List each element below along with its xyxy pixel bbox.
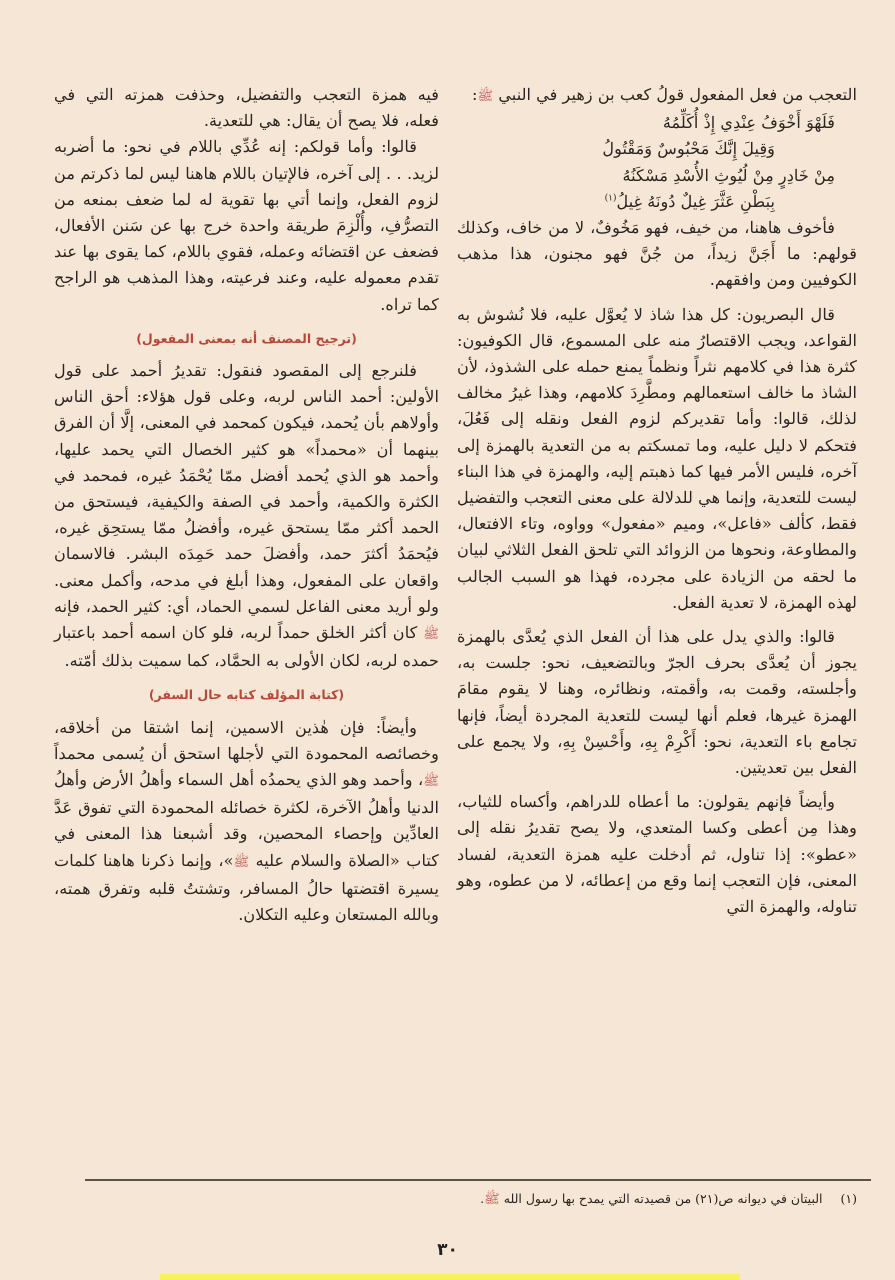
paragraph-text: فلنرجع إلى المقصود فنقول: تقديرُ أحمد على قول الأولين: أحمد الناس لربه، وعلى قول هؤلاء: أحق الناس وأولاهم بأن يُحمد، فيكون كمحمد في المعنى، إلَّا أن الفرق بينهما أن «محمداً» هو كثير الخصال التي يحمد عليها، وأحمد هو الذي يُحمد أفضل ممّا يُحْمَدُ غيره، فمحمد في الكثرة والكمية، وأحمد في الصفة والكيفية، فيستحق من الحمد أكثر ممّا يستحق غيره، وأفضلُ ممّا يستحِق غيره، فيُحمَدُ أكثرَ حمد، وأفضلَ حمد حَمِدَه البشر. فالاسمان واقعان على المفعول، وهذا أبلغ في مدحه، وأكمل معنى. ولو أريد معنى الفاعل لسمي الحماد، أي: كثير الحمد، فإنه [54, 361, 439, 616]
body-paragraph [54, 358, 439, 674]
verse-line-2: وَقِيلَ إِنَّكَ مَحْبُوسٌ وَمَقْتُولُ [602, 139, 775, 159]
footnote-number: (١) [840, 1191, 857, 1206]
left-column [54, 82, 439, 928]
salla-symbol-icon: ﷺ [233, 854, 250, 870]
salla-symbol-icon: ﷺ [484, 1192, 500, 1207]
footnote-marker[interactable]: (١) [604, 193, 617, 204]
paragraph-text: »، وإنما ذكرنا هاهنا كلمات يسيرة اقتضتها حالُ المسافر، وتشتتُ قلبه وتفرق همته، وبالله المستعان وعليه التكلان. [54, 850, 439, 925]
paragraph-text: كان أكثر الخلق حمداً لربه، فلو كان اسمه أحمد باعتبار حمده لربه، لكان الأولى به الحمَّاد، كما سميت بذلك أمّته. [54, 623, 439, 671]
body-paragraph: قال البصريون: كل هذا شاذ لا يُعوَّل عليه، فلا نُشوش به القواعد، ويجب الاقتصارُ منه على المسموع، قال الكوفيون: كثرة هذا في كلامهم نثراً ونظماً يمنع حمله على الشذوذ، لأن الشاذ ما خالف استعمالهم ومطَّرِدَ كلامهم، وهذا غيرُ مخالف لذلك، قالوا: وأما تقديركم لزوم الفعل ونقله إلى فَعُلَ، فتحكم لا دليل عليه، وما تمسكتم به من التعدية بالهمزة إلى آخره، فليس الأمر فيها كما ذهبتم إليه، والهمزة في هذا البناء ليست للتعدية، وإنما هي للدلالة على معنى التعجب والتفضيل فقط، كألف «فاعل»، وميم «مفعول» وواوه، وتاء الافتعال، والمطاوعة، ونحوها من الزوائد التي تلحق الفعل الثلاثي لبيان ما لحقه من الزيادة على مجرده، فهذا هو السبب الجالب لهذه الهمزة، لا تعدية الفعل. [457, 304, 857, 612]
verse-line-1: فَلَهْوَ أَخْوَفُ عِنْدِي إِذْ أُكَلِّمُهُ [662, 113, 835, 133]
footnote [57, 1190, 857, 1209]
body-paragraph: وأيضاً فإنهم يقولون: ما أعطاه للدراهم، وأكساه للثياب، وهذا مِن أعطى وكسا المتعدي، ولا يصح تقديرُ نقله إلى «عطو»: إذا تناول، ثم أدخلت عليه همزة التعدية، لفساد المعنى، فإن التعجب إنما وقع من إعطائه، لا من عطوه، وهو تناوله، والهمزة التي [457, 792, 857, 917]
salla-symbol-icon: ﷺ [423, 627, 439, 643]
paragraph-text: وأيضاً: فإن هٰذين الاسمين، إنما اشتقا من أخلاقه، وخصائصه المحمودة التي لأجلها استحق أن يُسمى محمداً [54, 717, 439, 763]
salla-symbol-icon: ﷺ [477, 89, 494, 104]
footnote-divider [85, 1179, 871, 1181]
footnote-text: البيتان في ديوانه ص(٢١) من قصيدته التي يمدح بها رسول الله [503, 1191, 823, 1206]
body-paragraph: فيه همزة التعجب والتفضيل، وحذفت همزته التي في فعله، فلا يصح أن يقال: هي للتعدية. [54, 85, 439, 131]
body-paragraph [54, 715, 439, 929]
intro-suffix: : [471, 85, 478, 104]
intro-paragraph [457, 82, 857, 110]
section-heading: (ترجيح المصنف أنه بمعنى المفعول) [136, 330, 357, 346]
right-column [457, 82, 857, 920]
paragraph-text: ، وأحمد وهو الذي يحمدُه أهل السماء وأهلُ الأرض وأهلُ الدنيا وأهلُ الآخرة، لكثرة خصائله المحمودة التي تفوق عَدَّ العادِّين وإحصاء المحصين، وقد أشبعنا هذا المعنى في كتاب «الصلاة والسلام عليه [54, 770, 439, 870]
body-paragraph: فأخوف هاهنا، من خيف، فهو مَخُوفٌ، لا من خاف، وكذلك قولهم: ما أَجَنَّ زيداً، من جُنَّ فهو مجنون، هذا مذهب الكوفيين ومن وافقهم. [457, 218, 857, 290]
verse-line-3: مِنْ خَادِرٍ مِنْ لُيُوثِ الأُسْدِ مَسْكَنُهُ [622, 165, 835, 185]
intro-text: التعجب من فعل المفعول قولُ كعب بن زهير في النبي [498, 85, 857, 104]
body-paragraph: قالوا: وأما قولكم: إنه عُدِّي باللام في نحو: ما أضربه لزيد. . . إلى آخره، فالإتيان باللام هاهنا ليس لما ذكرتم من لزوم الفعل، وإنما أتي بها تقوية له لما ضعف بمنعه من التصرُّفِ، وأُلْزِمَ طريقة واحدة خرج بها عن سَنن الأفعال، فضعف عن اقتضائه وعمله، فقوي باللام، كما يقوى بها عند تقدم معموله عليه، وعند فرعيته، وهذا المذهب هو الراجح كما تراه. [54, 137, 439, 314]
body-paragraph: قالوا: والذي يدل على هذا أن الفعل الذي يُعدَّى بالهمزة يجوز أن يُعدَّى بحرف الجرّ وبالتضعيف، نحو: جلست به، وأجلسته، وقمت به، وأقمته، ونظائره، وهنا لا يقوم مقامَ الهمزة غيرها، فعلم أنها ليست للتعدية المجردة أيضاً، فإنها تجامع باء التعدية، نحو: أَكْرِمْ بِهِ، وأَحْسِنْ بِهِ، ولا يجمع على الفعل بين تعديتين. [457, 627, 857, 778]
section-heading: (كتابة المؤلف كتابه حال السفر) [148, 687, 345, 703]
verse-line-4-text: بِبَطْنِ عَثَّرَ غِيلٌ دُونَهُ غِيلُ [616, 191, 775, 211]
highlight-strip [160, 1274, 740, 1280]
footnote-suffix: . [480, 1191, 485, 1206]
salla-symbol-icon: ﷺ [423, 774, 439, 790]
verse-line-4 [457, 189, 857, 215]
page-number: ٣٠ [437, 1240, 458, 1260]
